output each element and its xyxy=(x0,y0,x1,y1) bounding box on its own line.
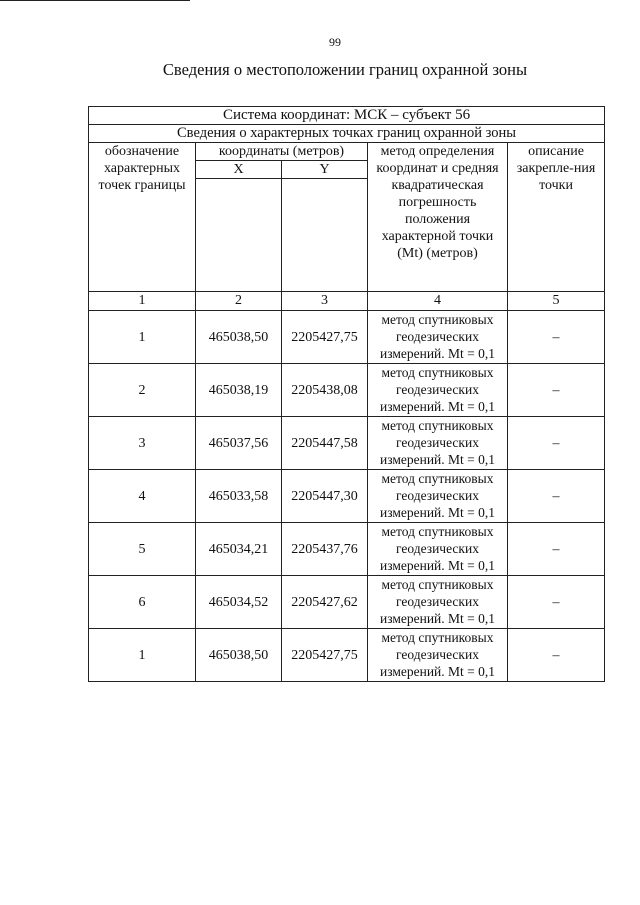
header-description: описание закрепле-ния точки xyxy=(508,143,605,292)
header-y: Y xyxy=(282,161,368,179)
document-title: Сведения о местоположении границ охранной зоны xyxy=(162,60,528,79)
header-y-spacer xyxy=(282,179,368,292)
x-coordinate-cell: 465038,50 xyxy=(196,629,282,682)
y-coordinate-cell: 2205447,58 xyxy=(282,417,368,470)
x-coordinate-cell: 465037,56 xyxy=(196,417,282,470)
table-row xyxy=(89,470,605,523)
y-coordinate-cell: 2205427,75 xyxy=(282,629,368,682)
description-cell: – xyxy=(508,364,605,417)
y-coordinate-cell: 2205427,75 xyxy=(282,311,368,364)
column-number: 5 xyxy=(508,292,605,311)
table-row xyxy=(89,523,605,576)
point-cell: 5 xyxy=(89,523,196,576)
page-number: 99 xyxy=(329,35,341,49)
x-coordinate-cell: 465038,19 xyxy=(196,364,282,417)
table-row xyxy=(89,576,605,629)
x-coordinate-cell: 465038,50 xyxy=(196,311,282,364)
x-coordinate-cell: 465034,52 xyxy=(196,576,282,629)
point-cell: 4 xyxy=(89,470,196,523)
description-cell: – xyxy=(508,417,605,470)
method-cell: метод спутниковых геодезических измерений. Mt = 0,1 xyxy=(368,364,508,417)
header-x-spacer xyxy=(196,179,282,292)
column-number: 1 xyxy=(89,292,196,311)
point-cell: 2 xyxy=(89,364,196,417)
description-cell: – xyxy=(508,311,605,364)
y-coordinate-cell: 2205437,76 xyxy=(282,523,368,576)
y-coordinate-cell: 2205447,30 xyxy=(282,470,368,523)
table-row xyxy=(89,311,605,364)
column-number: 4 xyxy=(368,292,508,311)
header-x: X xyxy=(196,161,282,179)
point-cell: 1 xyxy=(89,629,196,682)
header-coordinates: координаты (метров) xyxy=(196,143,368,161)
method-cell: метод спутниковых геодезических измерений. Mt = 0,1 xyxy=(368,576,508,629)
method-cell: метод спутниковых геодезических измерений. Mt = 0,1 xyxy=(368,417,508,470)
table-row xyxy=(89,417,605,470)
point-cell: 3 xyxy=(89,417,196,470)
header-method: метод определения координат и средняя квадратическая погрешность положения характерной точки (Mt) (метров) xyxy=(368,143,508,292)
method-cell: метод спутниковых геодезических измерений. Mt = 0,1 xyxy=(368,523,508,576)
method-cell: метод спутниковых геодезических измерений. Mt = 0,1 xyxy=(368,470,508,523)
header-designation: обозначение характерных точек границы xyxy=(89,143,196,292)
table-row xyxy=(89,364,605,417)
x-coordinate-cell: 465033,58 xyxy=(196,470,282,523)
x-coordinate-cell: 465034,21 xyxy=(196,523,282,576)
description-cell: – xyxy=(508,523,605,576)
method-cell: метод спутниковых геодезических измерений. Mt = 0,1 xyxy=(368,629,508,682)
point-cell: 1 xyxy=(89,311,196,364)
y-coordinate-cell: 2205427,62 xyxy=(282,576,368,629)
boundary-points-table xyxy=(88,106,605,682)
column-number: 3 xyxy=(282,292,368,311)
top-rule xyxy=(0,0,190,1)
y-coordinate-cell: 2205438,08 xyxy=(282,364,368,417)
method-cell: метод спутниковых геодезических измерений. Mt = 0,1 xyxy=(368,311,508,364)
description-cell: – xyxy=(508,470,605,523)
description-cell: – xyxy=(508,629,605,682)
coordinate-system-title: Система координат: МСК – субъект 56 xyxy=(89,107,605,125)
point-cell: 6 xyxy=(89,576,196,629)
description-cell: – xyxy=(508,576,605,629)
column-number: 2 xyxy=(196,292,282,311)
section-title: Сведения о характерных точках границ охранной зоны xyxy=(89,125,605,143)
table-row xyxy=(89,629,605,682)
